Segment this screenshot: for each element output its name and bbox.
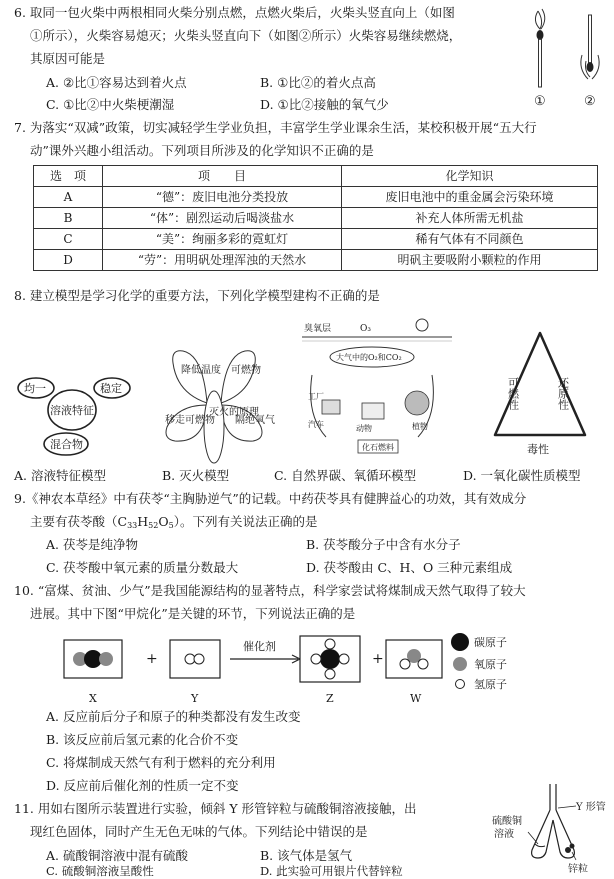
label-atmosphere: 大气中的O₂和CO₂ (336, 353, 402, 362)
carbon-oxygen-cycle-figure (302, 315, 452, 465)
q9-option-b: B. 茯苓酸分子中含有水分子 (306, 537, 461, 552)
q11-option-a: A. 硫酸铜溶液中混有硫酸 (46, 848, 188, 863)
table-cell: B (34, 208, 103, 229)
label-flammability: 可燃性 (506, 377, 520, 410)
node-uniform: 均一 (24, 382, 46, 395)
legend-oxygen: 氧原子 (474, 658, 507, 671)
methanation-reaction-figure (60, 630, 550, 710)
q10-option-d: D. 反应前后催化剂的性质一定不变 (46, 778, 239, 793)
table-cell: 废旧电池中的重金属会污染环境 (342, 187, 598, 208)
q11-stem-line2: 现红色固体，同时产生无色无味的气体。下列结论中错误的是 (30, 824, 368, 839)
q6-option-a: A. ②比①容易达到着火点 (46, 75, 187, 90)
catalyst-label: 催化剂 (243, 640, 276, 653)
q8-option-c: C. 自然界碳、氧循环模型 (274, 468, 417, 483)
table-cell: 补充人体所需无机盐 (342, 208, 598, 229)
node-center: 溶液特征 (50, 404, 94, 417)
label-car: 汽车 (308, 420, 324, 429)
label-combustible: 可燃物 (231, 365, 261, 376)
table-cell: 明矾主要吸附小颗粒的作用 (342, 250, 598, 271)
table-cell: A (34, 187, 103, 208)
fire-extinguishing-figure (155, 343, 285, 468)
q9-option-c: C. 茯苓酸中氧元素的质量分数最大 (46, 560, 239, 575)
table-header-cell: 选 项 (34, 166, 103, 187)
q10-option-c: C. 将煤制成天然气有利于燃料的充分利用 (46, 755, 276, 770)
q9-option-d: D. 茯苓酸由 C、H、O 三种元素组成 (306, 560, 513, 575)
q6-stem-line3: 其原因可能是 (30, 51, 106, 66)
match-down-illustration (581, 15, 599, 79)
label-fire-principle: 灭火的原理 (209, 407, 259, 418)
q6-option-c: C. ①比②中火柴梗潮湿 (46, 97, 175, 112)
q7-stem-line1: 7. 为落实“双减”政策，切实减轻学生学业负担，丰富学生学业课余生活，某校积极开展“五大行 (14, 120, 537, 135)
node-stable: 稳定 (100, 382, 122, 395)
label-isolate-oxygen: 隔绝氧气 (235, 415, 275, 426)
q8-option-a: A. 溶液特征模型 (14, 468, 106, 483)
table-row (34, 229, 598, 250)
q9-stem-line2: 主要有茯苓酸$(C_{33}H_{52}O_5)$。下列有关说法正确的是 (30, 514, 318, 530)
label-lower-temp: 降低温度 (181, 365, 221, 376)
table-cell: “劳”：用明矾处理浑浊的天然水 (103, 250, 342, 271)
molecule-w-label: W (410, 692, 422, 705)
molecule-y-label: Y (191, 692, 199, 705)
node-mixture: 混合物 (50, 438, 83, 451)
svg-text:+: + (146, 651, 158, 667)
table-cell: C (34, 229, 103, 250)
label-copper-sulfate: 硫酸铜溶液 (492, 816, 522, 840)
table-header-cell: 化学知识 (342, 166, 598, 187)
q9-stem-line1: 9.《神农本草经》中有茯苓“主胸胁逆气”的记载。中药茯苓具有健脾益心的功效，其有效成分 (14, 491, 527, 506)
label-factory: 工厂 (308, 392, 324, 401)
label-o3: O₃ (360, 324, 371, 334)
figure-label-1: ① (534, 94, 546, 109)
label-reducibility: 还原性 (556, 377, 570, 410)
q8-stem-line1: 8. 建立模型是学习化学的重要方法，下列化学模型建构不正确的是 (14, 288, 380, 303)
match-up-illustration (535, 9, 544, 87)
table-cell: 稀有气体有不同颜色 (342, 229, 598, 250)
legend-hydrogen: 氢原子 (474, 678, 507, 691)
q6-stem-line1: 6. 取同一包火柴中两根相同火柴分别点燃，点燃火柴后，火柴头竖直向上（如图 (14, 5, 455, 20)
table-cell: D (34, 250, 103, 271)
label-ozone-layer: 臭氧层 (304, 324, 332, 334)
molecule-z-label: Z (326, 692, 334, 705)
co-property-triangle-figure (485, 325, 605, 460)
q6-option-d: D. ①比②接触的氧气少 (260, 97, 389, 112)
q7-stem-line2: 动”课外兴趣小组活动。下列项目所涉及的化学知识不正确的是 (30, 143, 374, 158)
q11-stem-line1: 11. 用如右图所示装置进行实验，倾斜 Y 形管锌粒与硫酸铜溶液接触，出 (14, 801, 417, 816)
y-tube-apparatus-figure (492, 780, 610, 876)
table-cell: “美”：绚丽多彩的霓虹灯 (103, 229, 342, 250)
figure-label-2: ② (584, 94, 596, 109)
match-figure (520, 5, 610, 115)
label-fossil-fuel: 化石燃料 (362, 443, 394, 452)
q11-option-c: C. 硫酸铜溶液呈酸性 (46, 864, 154, 878)
q6-option-b: B. ①比②的着火点高 (260, 75, 376, 90)
q7-table (33, 165, 598, 271)
table-row (34, 208, 598, 229)
q11-option-d: D. 此实验可用银片代替锌粒 (260, 864, 403, 878)
table-cell: “体”：剧烈运动后喝淡盐水 (103, 208, 342, 229)
solution-model-figure (14, 370, 134, 460)
label-animal: 动物 (356, 424, 372, 433)
q8-option-d: D. 一氧化碳性质模型 (463, 468, 581, 483)
q11-option-b: B. 该气体是氢气 (260, 848, 353, 863)
q9-option-a: A. 茯苓是纯净物 (46, 537, 138, 552)
label-plant: 植物 (412, 422, 428, 431)
legend-carbon: 碳原子 (474, 636, 507, 649)
table-row (34, 250, 598, 271)
label-zinc: 锌粒 (568, 864, 588, 875)
q6-stem-line2: ①所示），火柴容易熄灭；火柴头竖直向下（如图②所示）火柴容易继续燃烧， (30, 28, 462, 43)
q10-option-a: A. 反应前后分子和原子的种类都没有发生改变 (46, 709, 301, 724)
table-cell: “德”：废旧电池分类投放 (103, 187, 342, 208)
table-header-row (34, 166, 598, 187)
q10-stem-line2: 进展。其中下图“甲烷化”是关键的环节，下列说法正确的是 (30, 606, 356, 621)
table-row (34, 187, 598, 208)
q10-stem-line1: 10. “富煤、贫油、少气”是我国能源结构的显著特点，科学家尝试将煤制成天然气取得了较大 (14, 583, 526, 598)
label-toxicity: 毒性 (527, 443, 549, 456)
q10-option-b: B. 该反应前后氢元素的化合价不变 (46, 732, 239, 747)
table-header-cell: 项 目 (103, 166, 342, 187)
q8-option-b: B. 灭火模型 (162, 468, 230, 483)
label-remove-combustible: 移走可燃物 (165, 415, 215, 426)
molecule-x-label: X (89, 692, 97, 705)
label-y-tube: Y 形管 (576, 802, 606, 813)
svg-text:+: + (372, 651, 384, 667)
